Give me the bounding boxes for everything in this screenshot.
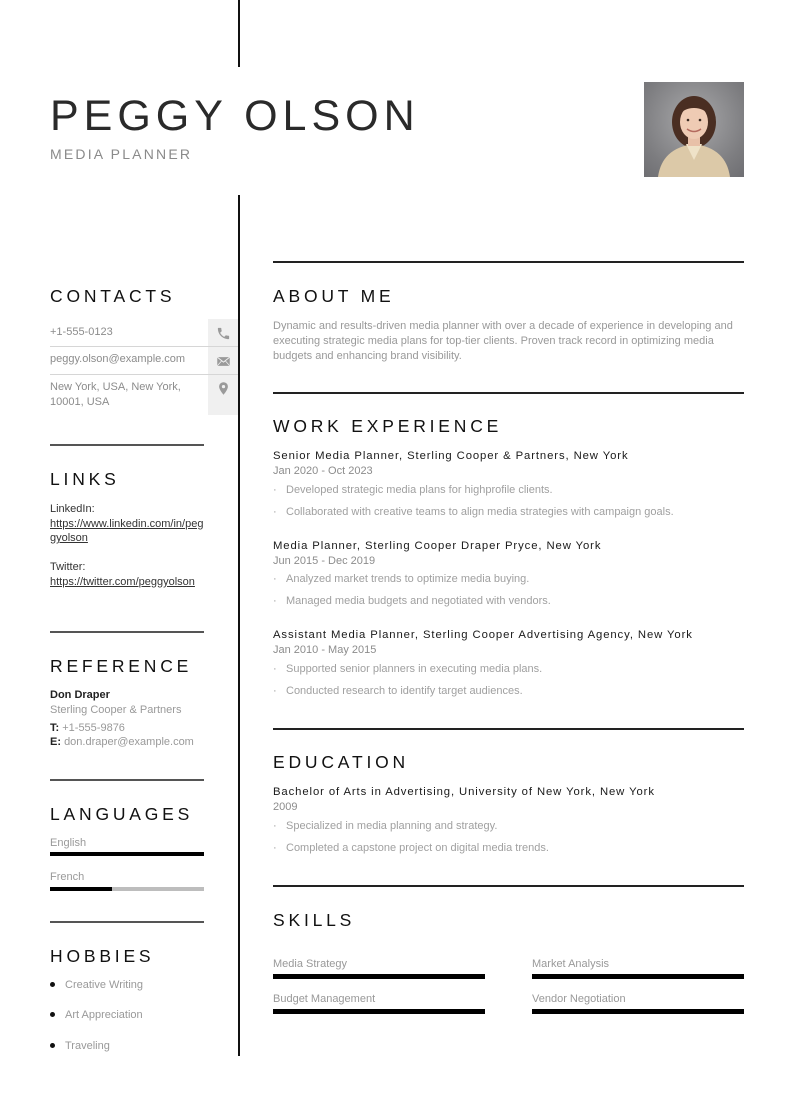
bullet-icon: · <box>273 595 277 607</box>
divider <box>50 374 238 375</box>
mail-icon <box>216 354 231 369</box>
bullet-icon: · <box>273 820 277 832</box>
reference-phone-label: T: <box>50 722 60 734</box>
section-divider <box>50 779 204 781</box>
hobbies-heading: HOBBIES <box>50 946 155 966</box>
language-level-fill <box>50 887 112 891</box>
bullet-icon <box>50 1012 55 1017</box>
reference-company: Sterling Cooper & Partners <box>50 704 182 716</box>
language-french-bar <box>50 887 204 891</box>
hobby-item: Traveling <box>50 1040 110 1052</box>
language-french: French <box>50 871 85 883</box>
skill-label: Vendor Negotiation <box>532 993 626 1005</box>
vertical-divider-top <box>238 0 240 67</box>
vertical-divider <box>238 195 240 1056</box>
job-title: Senior Media Planner, Sterling Cooper & Partners, New York <box>273 450 629 462</box>
skill-bar <box>532 974 744 979</box>
profile-photo <box>644 82 744 177</box>
bullet-icon: · <box>273 506 277 518</box>
section-divider <box>273 392 744 394</box>
reference-email-label: E: <box>50 736 61 748</box>
job-dates: Jun 2015 - Dec 2019 <box>273 555 376 567</box>
reference-phone <box>50 722 125 734</box>
contact-address: New York, USA, New York, 10001, USA <box>50 381 181 408</box>
bullet-icon: · <box>273 573 277 585</box>
linkedin-link[interactable]: https://www.linkedin.com/in/peggyolson <box>50 517 204 544</box>
experience-heading: WORK EXPERIENCE <box>273 416 503 436</box>
bullet-icon: · <box>273 663 277 675</box>
hobby-item: Creative Writing <box>50 979 143 991</box>
divider <box>50 346 238 347</box>
reference-email <box>50 736 194 748</box>
skill-label: Market Analysis <box>532 958 610 970</box>
skill-label: Media Strategy <box>273 958 347 970</box>
bullet-icon <box>50 1043 55 1048</box>
bullet-icon: · <box>273 842 277 854</box>
language-english-bar <box>50 852 204 856</box>
contacts-heading: CONTACTS <box>50 286 176 306</box>
section-divider <box>273 885 744 887</box>
job-bullet: · Supported senior planners in executing media plans. <box>273 663 543 675</box>
reference-email-value[interactable]: don.draper@example.com <box>64 736 194 748</box>
location-pin-icon <box>216 381 231 396</box>
job-bullet: · Collaborated with creative teams to align media strategies with campaign goals. <box>273 506 674 518</box>
education-year: 2009 <box>273 801 298 813</box>
portrait-image <box>644 82 744 177</box>
section-divider <box>273 261 744 263</box>
about-text: Dynamic and results-driven media planner with over a decade of experience in developing and executing strategic media plans for top-tier clients. Proven track record in optimizing media budgets and enhancing brand visibility. <box>273 320 733 362</box>
about-heading: ABOUT ME <box>273 286 395 306</box>
contact-email[interactable]: peggy.olson@example.com <box>50 353 186 365</box>
education-heading: EDUCATION <box>273 752 409 772</box>
job-bullet: · Analyzed market trends to optimize media buying. <box>273 573 530 585</box>
twitter-link[interactable]: https://twitter.com/peggyolson <box>50 575 195 588</box>
job-title: Assistant Media Planner, Sterling Cooper Advertising Agency, New York <box>273 629 693 641</box>
links-heading: LINKS <box>50 469 120 489</box>
job-bullet: · Developed strategic media plans for highprofile clients. <box>273 484 553 496</box>
section-divider <box>50 631 204 633</box>
job-bullet: · Conducted research to identify target audiences. <box>273 685 523 697</box>
section-divider <box>50 444 204 446</box>
phone-icon <box>216 326 231 341</box>
languages-heading: LANGUAGES <box>50 804 194 824</box>
link-linkedin <box>50 502 204 546</box>
hobby-item: Art Appreciation <box>50 1009 143 1021</box>
skill-bar <box>273 1009 485 1014</box>
skill-bar <box>273 974 485 979</box>
reference-heading: REFERENCE <box>50 656 193 676</box>
language-english: English <box>50 837 87 849</box>
contact-phone[interactable]: +1-555-0123 <box>50 326 113 338</box>
link-label: Twitter: <box>50 561 86 573</box>
language-level-fill <box>50 852 204 856</box>
skills-heading: SKILLS <box>273 910 356 930</box>
section-divider <box>50 921 204 923</box>
link-twitter <box>50 560 204 589</box>
skill-bar <box>532 1009 744 1014</box>
job-dates: Jan 2020 - Oct 2023 <box>273 465 373 477</box>
job-bullet: · Managed media budgets and negotiated with vendors. <box>273 595 551 607</box>
education-degree: Bachelor of Arts in Advertising, University of New York, New York <box>273 786 655 798</box>
education-bullet: · Specialized in media planning and strategy. <box>273 820 498 832</box>
bullet-icon <box>50 982 55 987</box>
skill-label: Budget Management <box>273 993 376 1005</box>
bullet-icon: · <box>273 484 277 496</box>
reference-phone-value[interactable]: +1-555-9876 <box>62 722 125 734</box>
job-dates: Jan 2010 - May 2015 <box>273 644 377 656</box>
education-bullet: · Completed a capstone project on digital media trends. <box>273 842 549 854</box>
candidate-name: PEGGY OLSON <box>50 92 420 140</box>
reference-name: Don Draper <box>50 689 110 701</box>
bullet-icon: · <box>273 685 277 697</box>
job-title: Media Planner, Sterling Cooper Draper Pryce, New York <box>273 540 602 552</box>
link-label: LinkedIn: <box>50 503 95 515</box>
section-divider <box>273 728 744 730</box>
candidate-job-title: MEDIA PLANNER <box>50 146 193 162</box>
